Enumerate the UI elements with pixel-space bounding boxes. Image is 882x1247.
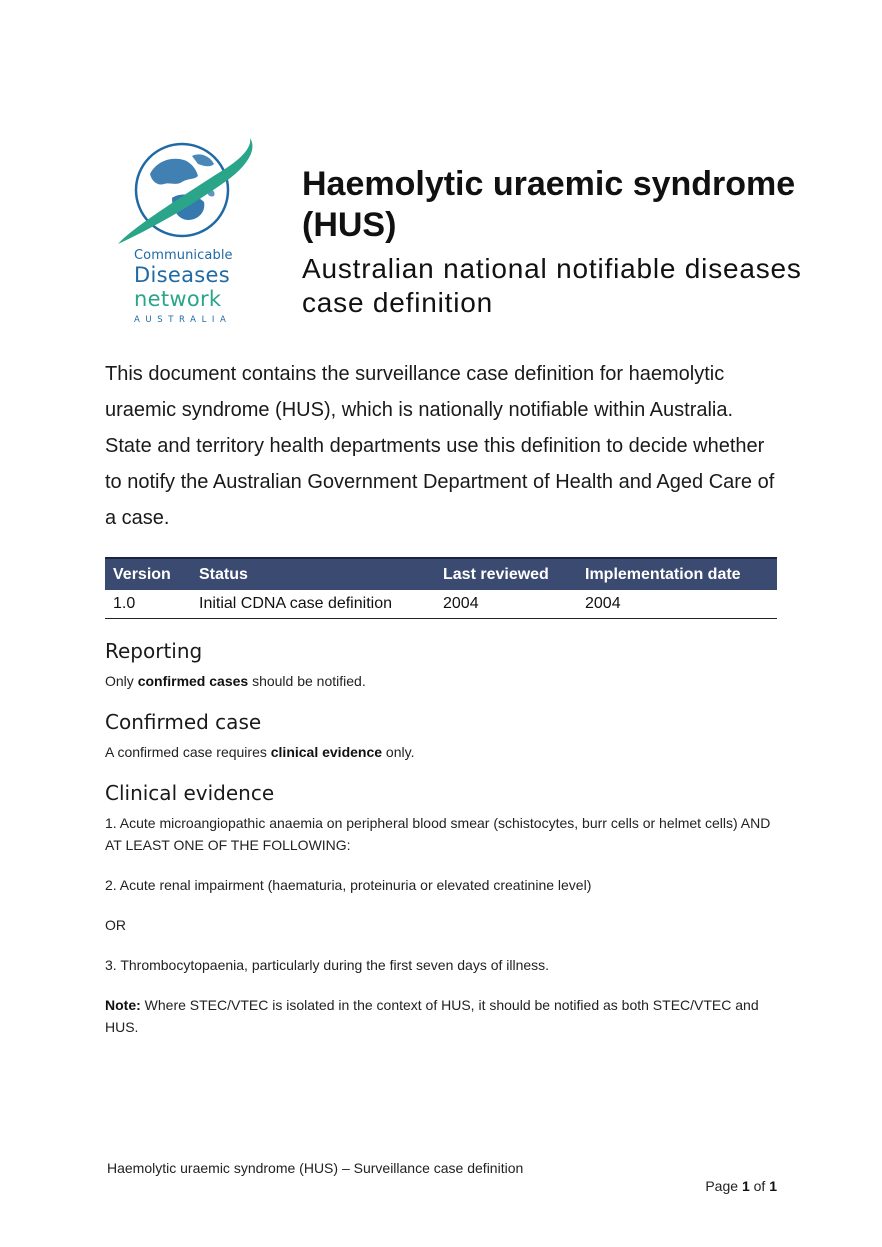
page-total: 1 [769,1178,777,1194]
page-subtitle: Australian national notifiable diseases case definition [302,253,802,318]
column-header-version: Version [105,558,191,590]
version-table [105,557,777,619]
page-prefix: Page [705,1178,742,1194]
confirmed-case-text-end: only. [382,744,415,760]
page-title: Haemolytic uraemic syndrome (HUS) [302,165,796,244]
reporting-heading: Reporting [105,639,203,663]
page-mid: of [749,1178,770,1194]
cell-version: 1.0 [105,590,191,619]
reporting-text-start: Only [105,673,138,689]
clinical-evidence-or: OR [105,917,126,933]
reporting-text-bold: confirmed cases [137,673,249,689]
footer-document-title: Haemolytic uraemic syndrome (HUS) – Surveillance case definition [107,1160,524,1176]
globe-icon [110,132,260,252]
footer-page-number [705,1178,777,1194]
confirmed-case-text [105,741,785,763]
version-table-header-row [105,558,777,590]
logo-text [134,248,264,327]
intro-paragraph: This document contains the surveillance case definition for haemolytic uraemic syndrome (HUS), which is nationally notifiable within Australia. State and territory health departments use this definition to decide whether to notify the Australian Government Department of Health and Aged Care of a case. [105,363,775,529]
note-text: Where STEC/VTEC is isolated in the context of HUS, it should be notified as both STEC/VTEC and HUS. [105,997,759,1035]
column-header-last-reviewed: Last reviewed [435,558,577,590]
clinical-evidence-heading: Clinical evidence [105,781,275,805]
reporting-text [105,670,785,692]
confirmed-case-heading: Confirmed case [105,710,262,734]
logo-network: network [134,287,222,311]
cdna-logo [110,132,260,332]
clinical-evidence-item-2: 2. Acute renal impairment (haematuria, proteinuria or elevated creatinine level) [105,877,592,893]
clinical-evidence-note [105,994,785,1038]
clinical-evidence-item-3: 3. Thrombocytopaenia, particularly during the first seven days of illness. [105,957,550,973]
logo-communicable: Communicable [134,248,233,263]
page-current: 1 [741,1178,750,1194]
table-row [105,590,777,619]
cell-last-reviewed: 2004 [435,590,577,619]
reporting-text-end: should be notified. [248,673,366,689]
logo-diseases: Diseases [134,263,230,287]
cell-status: Initial CDNA case definition [191,590,435,619]
note-label: Note: [105,997,141,1013]
logo-australia: AUSTRALIA [134,315,232,325]
column-header-status: Status [191,558,435,590]
confirmed-case-text-start: A confirmed case requires [105,744,271,760]
column-header-implementation-date: Implementation date [577,558,777,590]
cell-implementation-date: 2004 [577,590,777,619]
confirmed-case-text-bold: clinical evidence [270,744,383,760]
clinical-evidence-item-1: 1. Acute microangiopathic anaemia on peripheral blood smear (schistocytes, burr cells or helmet cells) AND AT LEAST ONE OF THE FOLLOWING: [105,815,771,853]
